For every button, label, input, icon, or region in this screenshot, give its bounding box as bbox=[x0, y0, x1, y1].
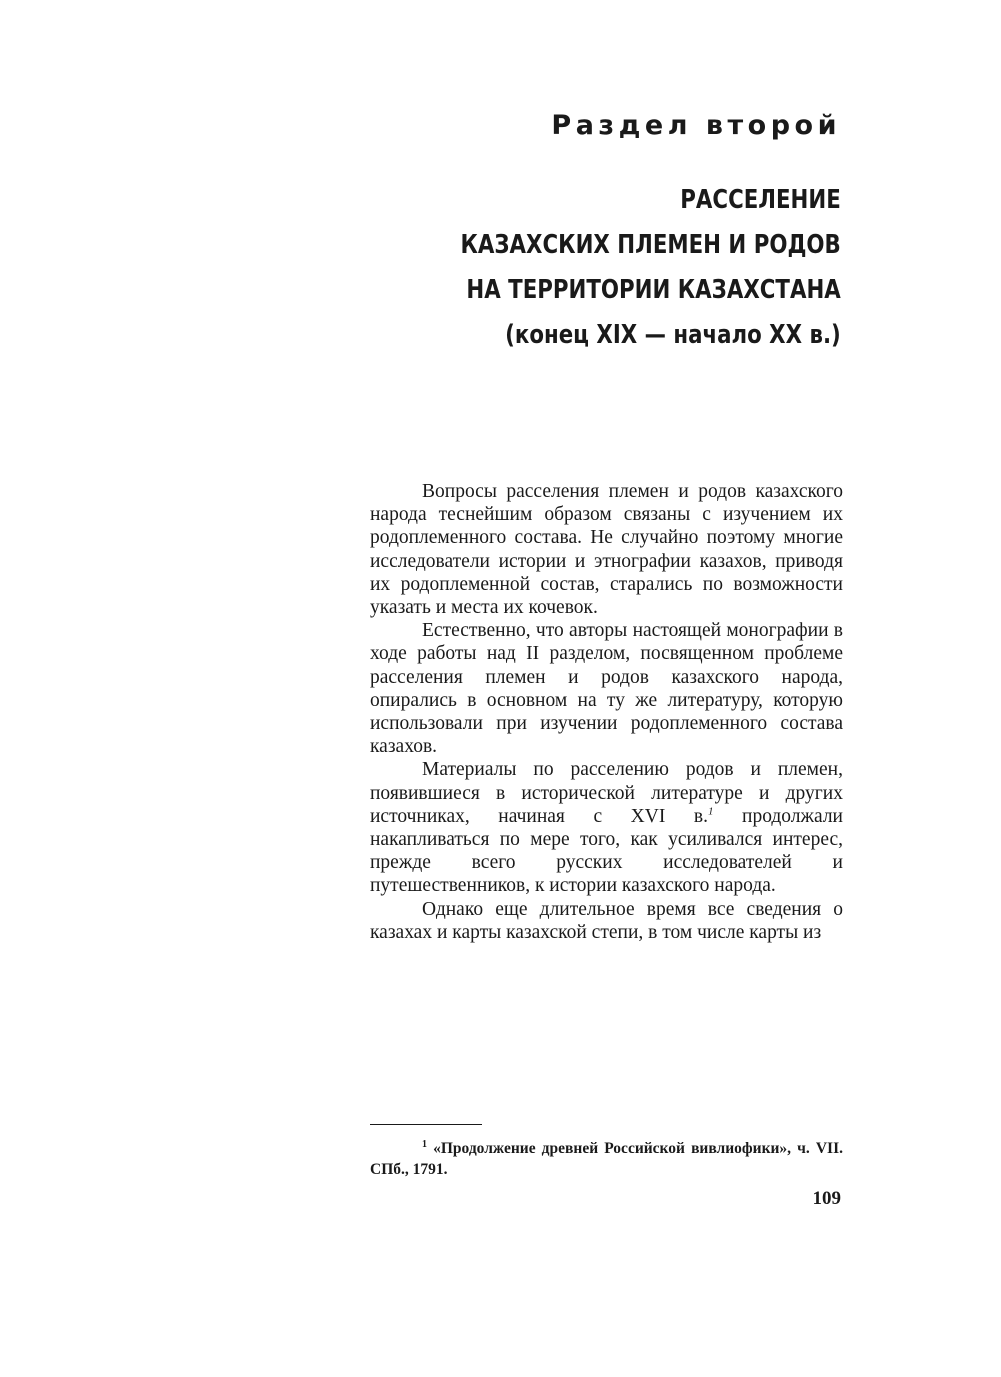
title-line: (конец XIX — начало XX в.) bbox=[505, 320, 841, 350]
paragraph-text: Материалы по расселению родов и племен, появившиеся в исторической литературе и других источниках, начиная с XVI в. bbox=[370, 759, 843, 827]
footnote-reference: 1 bbox=[707, 805, 714, 818]
paragraph: Естественно, что авторы настоящей монографии в ходе работы над II разделом, посвященном проблеме расселения племен и родов казахского народа, опирались в основном на ту же литературу, которую использовали при изучении родоплеменного состава казахов. bbox=[370, 620, 843, 758]
page-number: 109 bbox=[812, 1188, 841, 1209]
footnote-text: «Продолжение древней Российской вивлиофики», ч. VII. СПб., 1791. bbox=[370, 1140, 843, 1178]
paragraph-text: продолжали накапливаться по мере того, как усиливался интерес, прежде всего русских исследователей и путешественников, к истории казахского народа. bbox=[370, 805, 843, 897]
title-line: РАССЕЛЕНИЕ bbox=[680, 185, 841, 215]
paragraph: Вопросы расселения племен и родов казахского народа теснейшим образом связаны с изучением их родоплеменного состава. Не случайно поэтому многие исследователи истории и этнографии казахов, приводя их родоплеменной состав, старались по возможности указать и места их кочевок. bbox=[370, 481, 843, 619]
paragraph: Однако еще длительное время все сведения о казахах и карты казахской степи, в том числе карты из bbox=[370, 898, 843, 943]
paragraph bbox=[370, 758, 843, 897]
footnote-divider bbox=[370, 1124, 482, 1125]
footnote-mark: 1 bbox=[422, 1138, 427, 1150]
title-line: КАЗАХСКИХ ПЛЕМЕН И РОДОВ bbox=[460, 230, 841, 260]
chapter-title bbox=[461, 178, 841, 358]
title-line: НА ТЕРРИТОРИИ КАЗАХСТАНА bbox=[466, 275, 841, 305]
body-text bbox=[370, 480, 843, 944]
footnote bbox=[370, 1138, 843, 1180]
section-label: Раздел второй bbox=[551, 110, 841, 141]
